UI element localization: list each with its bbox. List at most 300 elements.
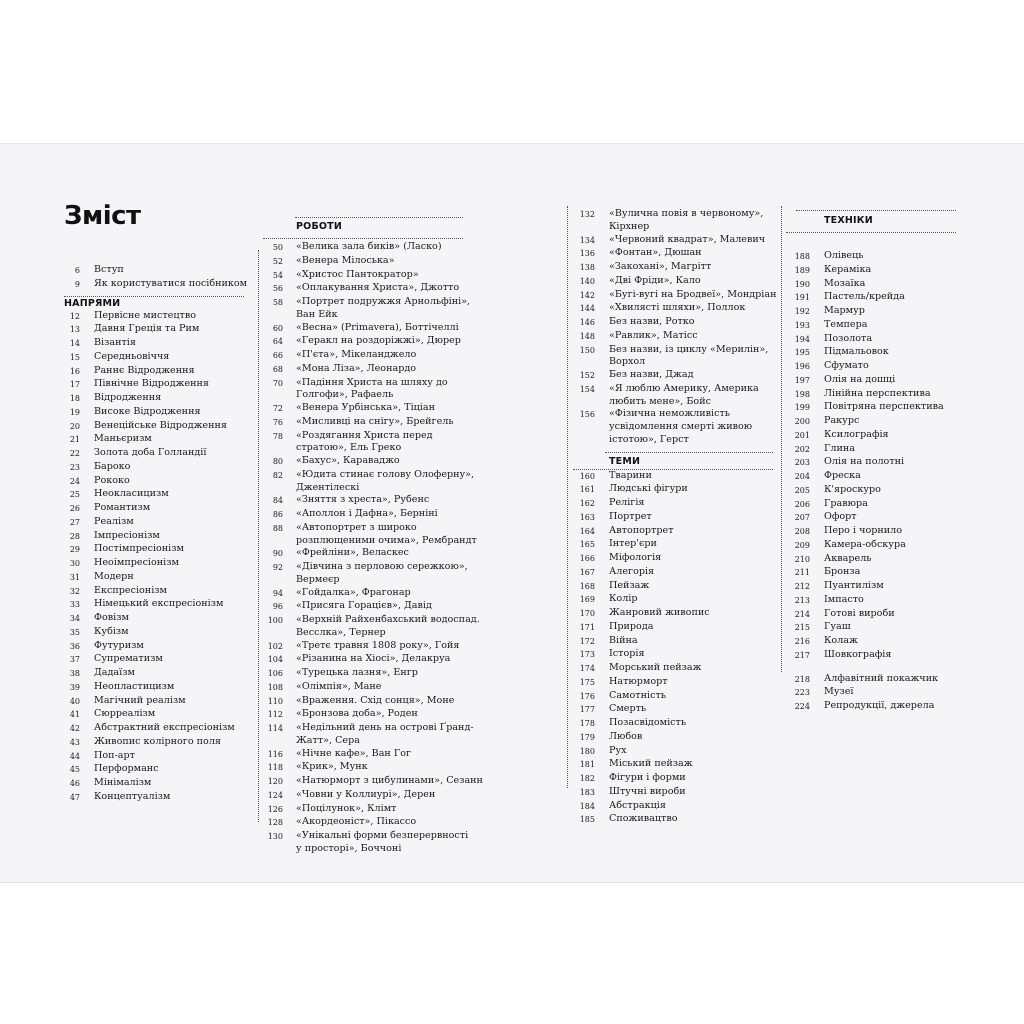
entry-title: Колаж [824, 635, 858, 646]
page-number: 68 [272, 364, 283, 374]
page-number: 213 [794, 595, 810, 605]
toc-entry [573, 566, 773, 580]
toc-entry [64, 351, 244, 365]
page-number: 39 [69, 682, 80, 692]
toc-entry [573, 786, 773, 800]
toc-entry [573, 648, 773, 662]
page-number: 198 [794, 389, 810, 399]
entry-title-line: Голгофи», Рафаель [296, 389, 394, 401]
toc-entry [573, 525, 773, 539]
toc-entry [64, 571, 244, 585]
page-number: 15 [69, 352, 80, 362]
toc-entry [64, 433, 244, 447]
entry-title-line: Ворхол [609, 356, 646, 368]
toc-entry [573, 758, 773, 772]
entry-title: Вступ [94, 264, 124, 275]
entry-title: Смерть [609, 703, 647, 715]
section-heading-themes: ТЕМИ [609, 455, 641, 467]
entry-title [296, 430, 463, 456]
toc-entry [263, 322, 463, 336]
toc-entry [786, 443, 956, 457]
toc-entry [263, 377, 463, 403]
entry-title [296, 653, 463, 666]
toc-entry [786, 291, 956, 305]
page-number: 47 [69, 792, 80, 802]
entry-title-line: «Верхній Райхенбахський водоспад. [296, 614, 480, 625]
toc-entry [263, 561, 468, 587]
entry-title: Темпера [824, 318, 868, 330]
toc-entry [263, 430, 463, 456]
section-divider [605, 452, 773, 453]
entry-title: Неоімпресіонізм [94, 557, 179, 568]
works-continued-list [573, 208, 777, 447]
page-number: 170 [579, 609, 595, 618]
toc-entry [64, 378, 244, 392]
entry-title: Штучні вироби [609, 785, 686, 797]
page-number: 18 [69, 394, 80, 403]
toc-entry [786, 580, 956, 594]
page-number: 204 [794, 472, 810, 481]
entry-title [296, 775, 483, 788]
entry-title: Футуризм [94, 639, 144, 651]
page-number: 146 [579, 318, 595, 327]
page-number: 58 [272, 298, 283, 307]
toc-entry [573, 275, 773, 289]
toc-entry [64, 337, 244, 351]
entry-title-line: «Бугі-вугі на Бродвеї», Мондріан [609, 288, 777, 300]
toc-entry [64, 447, 244, 461]
entry-title: Як користуватися посібником [94, 277, 248, 289]
entry-title-line: Джентілескі [296, 481, 360, 493]
page-number: 28 [69, 531, 80, 541]
toc-entry [786, 360, 956, 374]
page-number: 177 [579, 705, 595, 715]
entry-title [296, 469, 474, 495]
toc-entry [786, 346, 956, 360]
toc-entry [64, 557, 244, 571]
toc-entry [786, 264, 956, 278]
toc-entry [263, 789, 463, 803]
toc-entry [573, 288, 777, 303]
entry-title: Алфавітний покажчик [824, 672, 939, 684]
toc-entry [64, 310, 244, 324]
page-number: 35 [69, 627, 80, 637]
page-number: 92 [272, 563, 283, 572]
column-movements [64, 264, 248, 805]
entry-title [296, 269, 463, 282]
page-number: 108 [267, 682, 283, 692]
page-number: 136 [579, 249, 595, 259]
entry-title [296, 455, 463, 468]
toc-entry [263, 667, 463, 681]
toc-entry [64, 323, 244, 337]
page-number: 31 [69, 572, 80, 582]
page-number: 76 [272, 417, 283, 427]
entry-title-line: «Роздягання Христа перед [296, 429, 433, 441]
page-number: 218 [794, 674, 810, 684]
toc-entry [573, 470, 773, 484]
page-number: 37 [69, 655, 80, 665]
toc-entry [64, 750, 244, 764]
entry-title-line: «Фізична неможливість [609, 408, 731, 420]
entry-title: Глина [824, 442, 855, 454]
toc-entry [786, 470, 956, 484]
entry-title [296, 789, 463, 802]
page-number: 201 [794, 430, 810, 440]
page-number: 217 [794, 650, 810, 660]
entry-title: Імпресіонізм [94, 529, 160, 541]
intro-list [64, 264, 248, 292]
toc-entry [64, 598, 244, 612]
entry-title [296, 722, 474, 748]
entry-title-line: «Натюрморт з цибулинами», Сезанн [296, 775, 483, 786]
entry-title: Маньєризм [94, 433, 152, 445]
entry-title: Рококо [94, 474, 130, 486]
entry-title: Музеї [824, 686, 854, 698]
page-number: 94 [272, 588, 283, 598]
entry-title-line: «Різанина на Хіосі», Делакруа [296, 653, 451, 665]
page-number: 6 [74, 266, 80, 275]
page-number: 138 [579, 263, 595, 272]
toc-entry [64, 420, 244, 434]
entry-title: Неопластицизм [94, 680, 175, 692]
entry-title [296, 830, 468, 856]
entry-title: Натюрморт [609, 675, 668, 687]
page-number: 114 [267, 724, 283, 733]
entry-title-line: «Я люблю Америку, Америка [609, 382, 759, 394]
entry-title-line: «Червоний квадрат», Малевич [609, 233, 766, 245]
page-number: 90 [272, 549, 283, 559]
entry-title: Пуантилізм [824, 580, 884, 591]
page-number: 45 [69, 765, 80, 775]
entry-title: Пейзаж [609, 579, 650, 591]
toc-entry [573, 538, 773, 552]
entry-title: Портрет [609, 510, 652, 522]
toc-entry [64, 777, 244, 791]
toc-entry [786, 621, 956, 635]
page-number: 162 [579, 499, 595, 508]
entry-title: Давня Греція та Рим [94, 323, 200, 335]
toc-entry [64, 763, 244, 777]
toc-entry [263, 282, 463, 296]
entry-title: Бронза [824, 566, 861, 578]
entry-title [609, 208, 773, 234]
toc-entry [263, 416, 463, 430]
entry-title: Відродження [94, 392, 162, 403]
page-number: 106 [267, 669, 283, 678]
entry-title: Романтизм [94, 502, 151, 513]
movements-list [64, 310, 244, 805]
toc-entry [64, 791, 244, 805]
entry-title: Мармур [824, 305, 865, 316]
toc-entry [786, 456, 956, 470]
entry-title-line: Весслка», Тернер [296, 626, 386, 638]
entry-title-line: «Автопортрет з широко [296, 521, 417, 533]
page-number: 200 [794, 417, 810, 426]
entry-title: Сфумато [824, 360, 869, 371]
column-techniques [786, 210, 956, 714]
page-number: 167 [579, 567, 595, 577]
toc-entry [64, 392, 244, 406]
toc-entry [786, 649, 956, 663]
entry-title: Середньовіччя [94, 350, 170, 362]
page-number: 161 [579, 485, 595, 495]
page-number: 178 [579, 719, 595, 728]
page-number: 9 [74, 279, 80, 289]
page-number: 112 [267, 710, 283, 720]
entry-title-line: Ван Ейк [296, 308, 338, 320]
entry-title-line: «Бахус», Караваджо [296, 455, 400, 466]
toc-entry [263, 653, 463, 667]
entry-title [296, 377, 463, 403]
entry-title: Тварини [609, 469, 652, 481]
page-number: 194 [794, 334, 810, 344]
entry-title: Ракурс [824, 415, 860, 426]
toc-entry [263, 468, 475, 495]
entry-title-line: «Дівчина з перловою сережкою», [296, 561, 468, 572]
toc-entry [263, 722, 474, 748]
entry-title-line: «Аполлон і Дафна», Берніні [296, 508, 438, 519]
works-list [263, 241, 483, 856]
page-number: 150 [579, 345, 595, 355]
page-number: 188 [794, 252, 810, 261]
toc-entry [64, 722, 244, 736]
toc-entry [263, 614, 480, 640]
entry-title: Північне Відродження [94, 378, 209, 390]
page-number: 33 [69, 600, 80, 610]
toc-entry [263, 708, 463, 722]
page-number: 203 [794, 458, 810, 468]
entry-title: Пастель/крейда [824, 291, 905, 303]
page-number: 184 [579, 801, 595, 811]
entry-title-line: «Олімпія», Мане [296, 680, 382, 692]
entry-title: Імпасто [824, 593, 864, 605]
page-number: 169 [579, 595, 595, 605]
toc-entry [786, 278, 956, 292]
entry-title-line: Без назви, із циклу «Мерилін», [609, 343, 769, 355]
entry-title: Первісне мистецтво [94, 309, 197, 321]
entry-title [296, 587, 463, 600]
entry-title-line: усвідомлення смерті живою [609, 421, 753, 432]
entry-title-line: «Недільний день на острові Ґранд- [296, 722, 474, 733]
entry-title-line: «Равлик», Матісс [609, 329, 698, 341]
page-number: 21 [69, 435, 80, 445]
page-number: 195 [794, 348, 810, 358]
page-number: 38 [69, 669, 80, 678]
entry-title: Гуаш [824, 621, 851, 633]
toc-entry [786, 566, 956, 580]
toc-entry [573, 302, 773, 316]
entry-title: Живопис колірного поля [94, 735, 221, 747]
entry-title: Раннє Відродження [94, 364, 195, 376]
page-number: 60 [272, 323, 283, 333]
entry-title [609, 234, 773, 247]
toc-entry [573, 621, 773, 635]
entry-title: Любов [609, 730, 643, 742]
toc-entry [786, 686, 956, 700]
entry-title: Кубізм [94, 625, 129, 637]
entry-title [296, 614, 480, 640]
entry-title: Експресіонізм [94, 584, 167, 596]
page-number: 46 [69, 779, 80, 788]
toc-entry [786, 401, 956, 415]
toc-entry [573, 717, 773, 731]
column-rule [781, 206, 782, 672]
entry-title-line: «Закохані», Магрітт [609, 261, 712, 272]
page-number: 66 [272, 351, 283, 360]
toc-entry [573, 593, 773, 607]
toc-entry [573, 635, 773, 649]
page-number: 26 [69, 504, 80, 513]
entry-title: Абстрактний експресіонізм [94, 722, 235, 733]
page-number: 126 [267, 804, 283, 814]
entry-title: Ксилографія [824, 428, 889, 440]
entry-title-line: стратою», Ель Греко [296, 442, 402, 454]
page-number: 166 [579, 554, 595, 563]
entry-title: Шовкографія [824, 648, 892, 660]
page-number: 120 [267, 777, 283, 786]
entry-title-line: «Зняття з хреста», Рубенс [296, 494, 430, 506]
page-number: 84 [272, 496, 283, 506]
page-number: 154 [579, 384, 595, 394]
entry-title-line: Вермеєр [296, 573, 340, 585]
entry-title-line: «Нічне кафе», Ван Гог [296, 747, 412, 759]
entry-title: Сюрреалізм [94, 708, 156, 720]
toc-entry [64, 461, 244, 475]
entry-title-line: «Акордеоніст», Пікассо [296, 816, 417, 828]
toc-entry [786, 305, 956, 319]
page-number: 185 [579, 815, 595, 825]
column-rule [567, 206, 568, 788]
toc-entry [573, 772, 773, 786]
entry-title [609, 261, 773, 274]
entry-title-line: «Враження. Схід сонця», Моне [296, 694, 455, 706]
entry-title [296, 241, 463, 254]
page-number: 156 [579, 410, 595, 420]
entry-title-line: «Крик», Мунк [296, 761, 368, 773]
page-number: 130 [267, 832, 283, 841]
toc-entry [64, 653, 244, 667]
toc-entry [786, 700, 956, 714]
entry-title: Повітряна перспектива [824, 401, 944, 413]
toc-entry [263, 255, 463, 269]
page-number: 20 [69, 421, 80, 431]
page-number: 210 [794, 554, 810, 564]
entry-title [296, 600, 463, 613]
entry-title: Магічний реалізм [94, 694, 186, 706]
toc-entry [263, 455, 463, 469]
entry-title: Лінійна перспектива [824, 387, 931, 399]
page-number: 181 [579, 760, 595, 770]
page-number: 128 [267, 818, 283, 828]
toc-entry [786, 374, 956, 388]
toc-entry [64, 667, 244, 681]
toc-entry [786, 539, 956, 553]
toc-entry [64, 530, 244, 544]
toc-entry [64, 612, 244, 626]
entry-title: Мозаїка [824, 277, 866, 289]
page-number: 13 [69, 325, 80, 335]
entry-title-line: «Вулична повія в червоному», [609, 208, 764, 219]
entry-title-line: «Хвилясті шляхи», Поллок [609, 302, 746, 314]
page-number: 88 [272, 523, 283, 533]
entry-title: Венеційське Відродження [94, 419, 227, 431]
entry-title [296, 561, 468, 587]
entry-title-line: «Присяга Горацієв», Давід [296, 600, 432, 612]
page-number: 72 [272, 404, 283, 413]
toc-entry [786, 635, 956, 649]
entry-title [296, 761, 463, 774]
entry-title-line: розплющеними очима», Рембрандт [296, 534, 477, 546]
entry-title-line: «Унікальні форми безперервності [296, 830, 469, 841]
entry-title-line: «Фрейліни», Веласкес [296, 547, 409, 559]
page-number: 27 [69, 517, 80, 527]
section-divider [796, 210, 956, 211]
toc-entry [64, 681, 244, 695]
entry-title: Абстракція [609, 799, 666, 811]
page-number: 207 [794, 513, 810, 523]
page-number: 179 [579, 732, 595, 742]
entry-title [296, 695, 463, 708]
entry-title: Міський пейзаж [609, 758, 693, 770]
page-number: 215 [794, 623, 810, 633]
entry-title [296, 748, 463, 761]
entry-title: Олія на дошці [824, 373, 896, 385]
entry-title [609, 369, 773, 382]
techniques-list [786, 250, 956, 663]
page-number: 78 [272, 431, 283, 441]
entry-title: К'яроскуро [824, 483, 881, 495]
page-number: 208 [794, 527, 810, 536]
toc-entry [263, 547, 463, 561]
toc-entry [263, 748, 463, 762]
toc-entry [786, 608, 956, 622]
page-number: 202 [794, 444, 810, 454]
page-number: 192 [794, 307, 810, 316]
page-number: 41 [69, 710, 80, 720]
page-number: 211 [794, 568, 810, 578]
entry-title [609, 383, 773, 409]
toc-entry [573, 580, 773, 594]
entry-title [296, 282, 463, 295]
entry-title: Золота доба Голландії [94, 447, 207, 458]
entry-title: Офорт [824, 511, 857, 523]
page-number: 205 [794, 485, 810, 495]
page-number: 173 [579, 650, 595, 660]
entry-title-line: Жатт», Сера [296, 734, 360, 746]
entry-title [609, 330, 773, 343]
page-number: 209 [794, 540, 810, 550]
toc-entry [263, 830, 469, 856]
entry-title: Фігури і форми [609, 772, 686, 783]
toc-entry [786, 594, 956, 608]
page-number: 52 [272, 256, 283, 266]
entry-title: Споживацтво [609, 813, 678, 825]
entry-title: Підмальовок [824, 346, 889, 358]
entry-title-line: Без назви, Ротко [609, 316, 695, 327]
toc-entry [786, 429, 956, 443]
section-heading-techniques: ТЕХНІКИ [824, 215, 873, 226]
entry-title: Модерн [94, 570, 134, 582]
entry-title: Німецький експресіонізм [94, 598, 224, 610]
toc-entry [64, 475, 244, 489]
entry-title: Рух [609, 744, 627, 756]
entry-title: Високе Відродження [94, 405, 201, 417]
section-heading-works: РОБОТИ [296, 221, 342, 232]
toc-entry [263, 816, 463, 830]
toc-entry [573, 316, 773, 330]
entry-title: Репродукції, джерела [824, 700, 935, 711]
